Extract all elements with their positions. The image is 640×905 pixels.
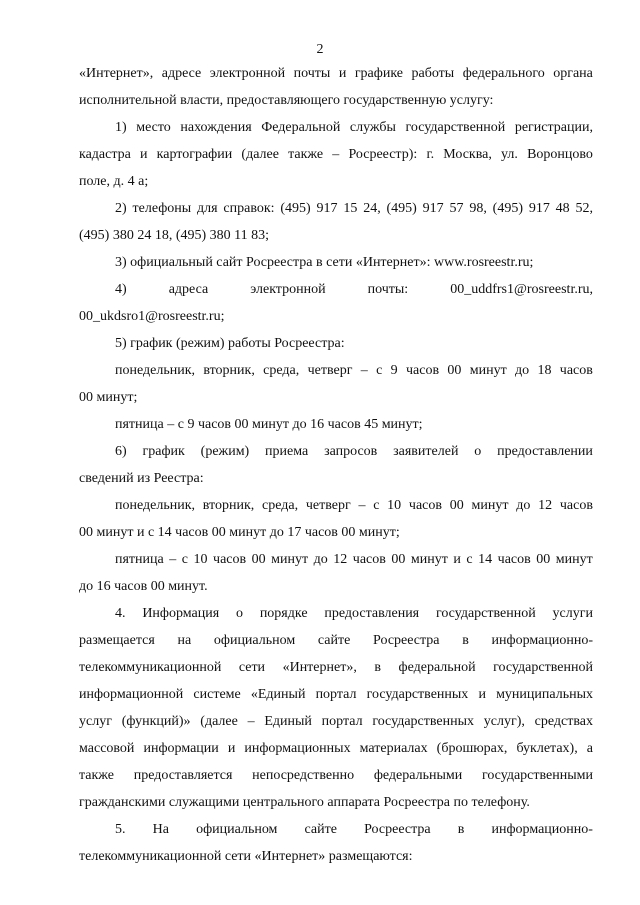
text-line: (495) 380 24 18, (495) 380 11 83; [79,228,270,243]
text-line: 3) официальный сайт Росреестра в сети «Интернет»: www.rosreestr.ru; [115,255,534,270]
text-line: 2) телефоны для справок: (495) 917 15 24, (495) 917 57 98, (495) 917 48 52, [115,201,593,216]
text-line: 4) адреса электронной почты: 00_uddfrs1@rosreestr.ru, [115,282,593,297]
text-line: 5. На официальном сайте Росреестра в информационно- [115,822,593,837]
text-line: размещается на официальном сайте Росреестра в информационно- [79,633,593,648]
text-line: 00_ukdsro1@rosreestr.ru; [79,309,225,324]
text-line: 00 минут; [79,390,138,405]
page-number: 2 [316,42,324,57]
text-line: понедельник, вторник, среда, четверг – с 10 часов 00 минут до 12 часов [115,498,593,513]
text-line: 4. Информация о порядке предоставления государственной услуги [115,606,593,621]
text-line: исполнительной власти, предоставляющего государственную услугу: [79,93,494,108]
text-line: телекоммуникационной сети «Интернет», в федеральной государственной [79,660,593,675]
text-line: кадастра и картографии (далее также – Росреестр): г. Москва, ул. Воронцово [79,147,593,162]
text-line: 5) график (режим) работы Росреестра: [115,336,345,351]
text-line: пятница – с 10 часов 00 минут до 12 часов 00 минут и с 14 часов 00 минут [115,552,593,567]
text-line: поле, д. 4 а; [79,174,149,189]
text-line: 6) график (режим) приема запросов заявителей о предоставлении [115,444,593,459]
text-line: также предоставляется непосредственно федеральными государственными [79,768,593,783]
text-line: массовой информации и информационных материалах (брошюрах, буклетах), а [79,741,593,756]
text-line: 1) место нахождения Федеральной службы государственной регистрации, [115,120,593,135]
text-line: информационной системе «Единый портал государственных и муниципальных [79,687,593,702]
text-line: до 16 часов 00 минут. [79,579,208,594]
text-line: сведений из Реестра: [79,471,204,486]
text-line: понедельник, вторник, среда, четверг – с 9 часов 00 минут до 18 часов [115,363,593,378]
text-line: телекоммуникационной сети «Интернет» размещаются: [79,849,413,864]
text-line: «Интернет», адресе электронной почты и графике работы федерального органа [79,66,593,81]
text-line: гражданскими служащими центрального аппарата Росреестра по телефону. [79,795,530,810]
text-line: 00 минут и с 14 часов 00 минут до 17 часов 00 минут; [79,525,400,540]
text-line: услуг (функций)» (далее – Единый портал государственных услуг), средствах [79,714,593,729]
text-line: пятница – с 9 часов 00 минут до 16 часов 45 минут; [115,417,423,432]
